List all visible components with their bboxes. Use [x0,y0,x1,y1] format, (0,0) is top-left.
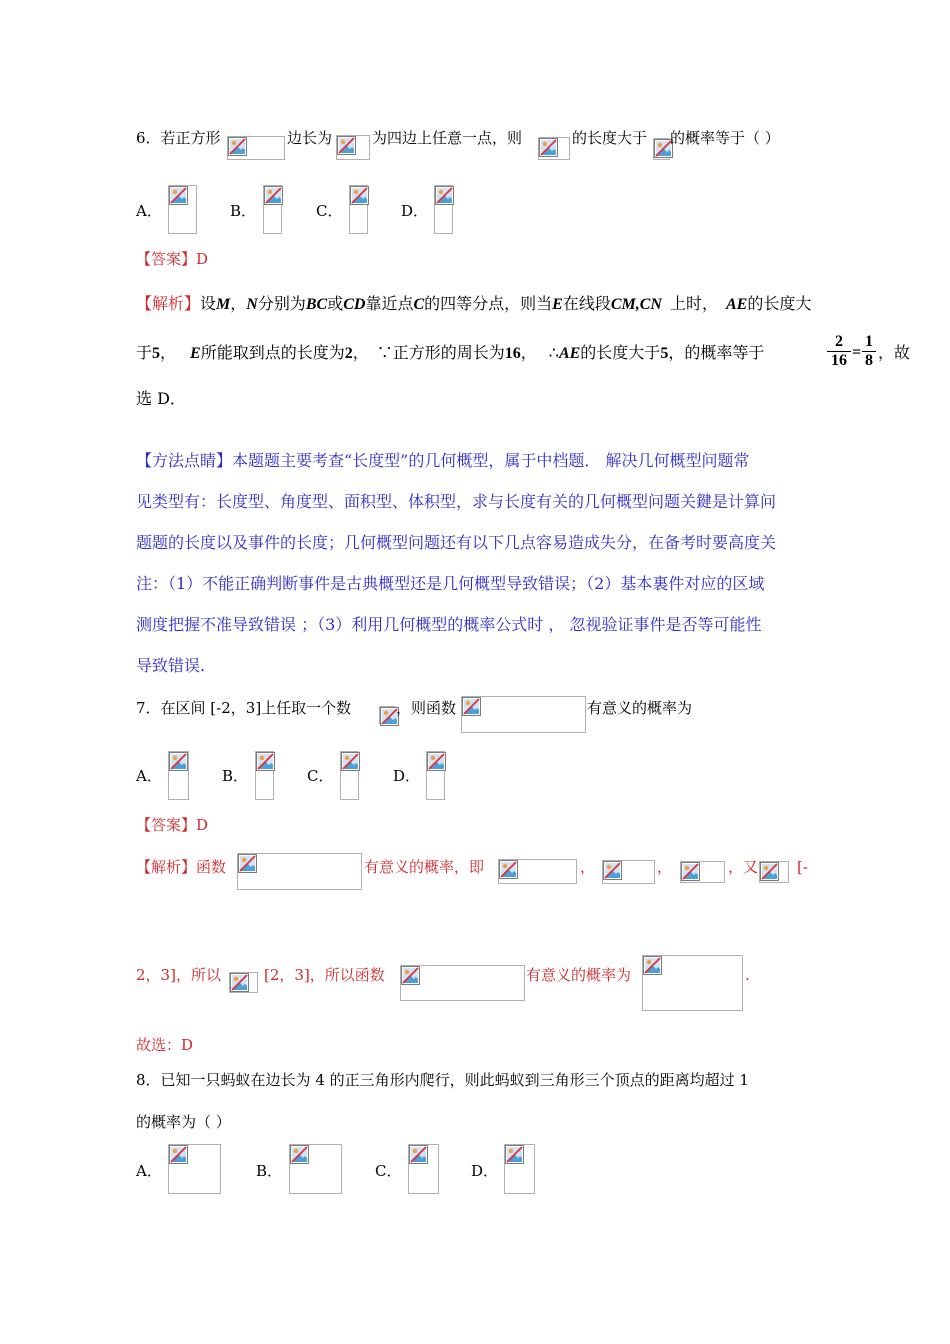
q8-option-c-label: C． [375,1162,402,1180]
q6-stem-part: 边长为 [287,129,333,147]
method-tip-line: 注：（1）不能正确判断事件是古典概型还是几何概型导致错误；（2）基本裏件对应的区域 [136,574,765,593]
image-icon [350,186,369,205]
q6-stem-part: 为四边上任意一点，则 [372,129,523,147]
image-icon [603,861,622,880]
q7-analysis-label: 【解析】函数 [136,858,227,876]
q8-option-b-label: B． [256,1162,283,1180]
broken-image-icon [263,185,282,234]
image-icon [427,752,446,771]
broken-image-icon [237,853,362,890]
q6-stem-part: 的长度大于 [572,129,648,147]
broken-image-icon [289,1144,342,1194]
q7-stem-part: ，则函数 [396,699,457,717]
q6-stem-part: 6．若正方形 [136,129,221,147]
broken-image-icon [336,135,370,160]
image-icon [256,752,275,771]
broken-image-icon [168,185,197,234]
broken-image-icon [340,751,359,800]
q6-analysis-line3: 选 D． [136,389,186,408]
method-tip-line: 导致错误. [136,656,206,675]
q7-analysis-part: [- [797,858,808,876]
method-tip-line: 见类型有：长度型、角度型、面积型、体积型，求与长度有关的几何概型问题关鍵是计算问 [136,492,777,511]
q7-option-a-label: A． [136,767,162,785]
broken-image-icon [602,860,655,884]
q6-analysis-line2: 于5， E所能取到点的长度为2， ∵正方形的周长为16， ∴AE的长度大于5，的概率等于 [136,343,765,362]
broken-image-icon [168,751,189,800]
q7-stem-part: 有意义的概率为 [587,699,693,717]
method-tip-line: 【方法点睛】本题题主要考查“长度型”的几何概型，属于中档题． 解决几何概型问题常 [136,451,750,470]
q7-stem-part: 7．在区间 [-2，3]上任取一个数 [136,699,352,717]
image-icon [230,973,249,992]
q6-option-c-label: C． [316,202,343,220]
broken-image-icon [461,696,586,733]
q7-analysis-part: 有意义的概率，即 [364,858,485,876]
broken-image-icon [759,861,789,883]
broken-image-icon [680,861,725,883]
q7-option-c-label: C． [307,767,334,785]
image-icon [341,752,360,771]
q7-analysis-part: [2，3]，所以函数 [264,966,385,984]
broken-image-icon [538,137,570,160]
broken-image-icon [349,185,368,234]
broken-image-icon [653,138,670,160]
broken-image-icon [426,751,445,800]
image-icon [505,1145,524,1164]
broken-image-icon [400,965,525,1001]
comma: ， [657,858,673,876]
q7-analysis-part: ，又 [728,858,759,876]
method-tip-line: 题题的长度以及事件的长度；几何概型问题还有以下几点容易造成失分，在备考时要高度关 [136,533,777,552]
method-tip-line: 测度把握不准导致错误 ；（3）利用几何概型的概率公式时 ， 忽视验证事件是否等可能性 [136,615,762,634]
image-icon [337,136,356,155]
q6-answer: 【答案】D [136,250,209,268]
fraction-1-8: $\frac{1}{8}$ [862,333,876,370]
analysis-label: 【解析】 [136,294,201,313]
broken-image-icon [504,1144,535,1194]
image-icon [238,854,257,873]
broken-image-icon [227,136,285,160]
broken-image-icon [434,185,453,234]
q8-option-a-label: A． [136,1162,162,1180]
q6-option-b-label: B． [230,202,257,220]
image-icon [401,966,420,985]
q6-stem-part: 的概率等于（ ） [670,129,780,147]
image-icon [462,697,481,716]
image-icon [499,860,518,879]
q6-analysis-line2-end: ，故 [878,343,911,362]
q7-conclusion: 故选：D [136,1036,194,1054]
broken-image-icon [168,1144,221,1194]
q6-analysis-line1: 【解析】设M，N分别为BC或CD靠近点C的四等分点，则当E在线段CM,CN 上时， AE的长度大 [136,294,812,313]
equals-sign: = [852,344,862,361]
image-icon [169,186,188,205]
image-icon [169,1145,188,1164]
fraction-2-16: $\frac{2}{16}$ [827,333,851,370]
comma: ， [580,858,596,876]
broken-image-icon [379,706,396,724]
image-icon [290,1145,309,1164]
image-icon [539,138,558,157]
image-icon [264,186,283,205]
q6-option-d-label: D． [401,202,429,220]
q7-option-b-label: B． [222,767,249,785]
q8-stem-line2: 的概率为（ ） [136,1113,231,1131]
image-icon [681,862,700,881]
image-icon [228,137,247,156]
broken-image-icon [408,1144,439,1194]
q8-stem-line1: 8．已知一只蚂蚁在边长为 4 的正三角形内爬行，则此蚂蚁到三角形三个顶点的距离均超过 1 [136,1071,749,1089]
broken-image-icon [255,751,274,800]
broken-image-icon [642,955,743,1011]
image-icon [409,1145,428,1164]
broken-image-icon [498,859,577,884]
image-icon [760,862,779,881]
q7-option-d-label: D． [393,767,421,785]
image-icon [169,752,188,771]
q8-option-d-label: D． [471,1162,499,1180]
image-icon [435,186,454,205]
broken-image-icon [229,972,258,993]
image-icon [643,956,662,975]
q7-analysis-part: 2，3]，所以 [136,966,221,984]
q6-option-a-label: A． [136,202,162,220]
period: . [745,966,750,984]
q7-answer: 【答案】D [136,816,209,834]
q7-analysis-part: 有意义的概率为 [526,966,632,984]
